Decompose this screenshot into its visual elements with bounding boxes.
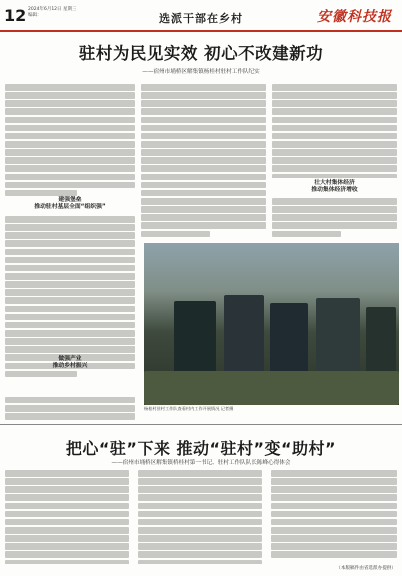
article2-column-1 (5, 470, 129, 564)
section-title: 选派干部在乡村 (159, 12, 243, 25)
page-number: 12 (4, 6, 27, 25)
date-line: 2024年6月12日 星期三 编辑： (28, 7, 77, 18)
photo-caption: 杨桂村驻村工作队查看村内工作开展情况 记者摄 (144, 406, 234, 411)
page-header (0, 0, 402, 40)
article1-column-3 (272, 84, 397, 239)
source-footnote: （本版稿件由省选派办提供） (336, 566, 396, 571)
article1-photo (144, 243, 399, 405)
article1-column-2 (141, 84, 266, 239)
article2-headline: 把心“驻”下来 推动“驻村”变“助村” (65, 439, 337, 458)
masthead-logo: 安徽科技报 (317, 9, 392, 25)
article1-subhead-2: 壮大村集体经济 推动集体经济增收 (272, 178, 397, 196)
article2-subheadline: ——宿州市埇桥区解集镇桥桂村第一书记、驻村工作队队长陈峰心得体会 (111, 460, 291, 466)
header-rule (0, 30, 402, 32)
article1-subhead-4: 做强产业 推动乡村振兴 (52, 356, 88, 369)
article-divider (0, 424, 402, 425)
article1-subhead-1: 建强堡垒 推动驻村基层全面“组织强” (34, 197, 106, 210)
article1-subheadline: ——宿州市埇桥区解集镇杨桂村驻村工作队纪实 (142, 69, 260, 75)
article2-column-2 (138, 470, 262, 564)
article1-headline: 驻村为民见实效 初心不改建新功 (78, 44, 324, 63)
article2-column-3 (271, 470, 397, 562)
